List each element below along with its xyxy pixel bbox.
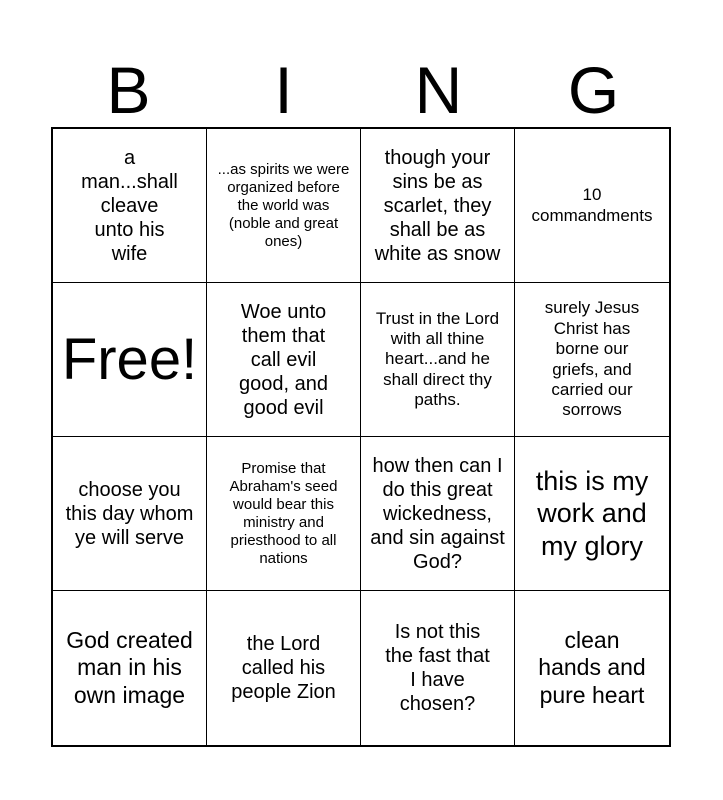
bingo-cell-r4c3[interactable] (361, 591, 515, 745)
bingo-cell-r1c4[interactable] (515, 129, 669, 283)
cell-text: Woe unto them that call evil good, and good evil (239, 300, 328, 419)
cell-text: choose you this day whom ye will serve (65, 478, 194, 549)
cell-text: a man...shall cleave unto his wife (81, 146, 178, 265)
header-letter-i: I (274, 53, 293, 127)
bingo-cell-r3c3[interactable] (361, 437, 515, 591)
cell-text: Is not this the fast that I have chosen? (385, 621, 490, 715)
bingo-cell-r3c4[interactable] (515, 437, 669, 591)
bingo-cell-r2c1-free[interactable] (53, 283, 207, 437)
free-space-text: Free! (61, 326, 198, 392)
bingo-cell-r1c1[interactable] (53, 129, 207, 283)
cell-text: surely Jesus Christ has borne our griefs, and carried our sorrows (544, 298, 640, 420)
cell-text: this is my work and my glory (535, 465, 649, 561)
cell-text: God created man in his own image (66, 626, 193, 708)
bingo-cell-r4c4[interactable] (515, 591, 669, 745)
bingo-cell-r4c1[interactable] (53, 591, 207, 745)
bingo-cell-r3c1[interactable] (53, 437, 207, 591)
cell-text: 10 commandments (531, 185, 653, 225)
bingo-cell-r1c2[interactable] (207, 129, 361, 283)
bingo-cell-r2c3[interactable] (361, 283, 515, 437)
cell-text: ...as spirits we were organized before the world was (noble and great ones) (217, 160, 350, 250)
header-letter-b: B (106, 53, 151, 127)
bingo-cell-r2c2[interactable] (207, 283, 361, 437)
cell-text: how then can I do this great wickedness, and sin against God? (370, 454, 505, 573)
bingo-cell-r2c4[interactable] (515, 283, 669, 437)
cell-text: Trust in the Lord with all thine heart...and he shall direct thy paths. (375, 308, 500, 410)
header-letter-g: G (567, 53, 620, 127)
bingo-cell-r4c2[interactable] (207, 591, 361, 745)
header-letter-n: N (414, 53, 463, 127)
bingo-header (51, 52, 671, 128)
cell-text: though your sins be as scarlet, they shall be as white as snow (374, 146, 501, 265)
bingo-board (51, 127, 671, 747)
cell-text: the Lord called his people Zion (231, 633, 336, 703)
cell-text: clean hands and pure heart (538, 626, 646, 708)
bingo-cell-r3c2[interactable] (207, 437, 361, 591)
bingo-cell-r1c3[interactable] (361, 129, 515, 283)
cell-text: Promise that Abraham's seed would bear this ministry and priesthood to all nations (229, 459, 338, 567)
